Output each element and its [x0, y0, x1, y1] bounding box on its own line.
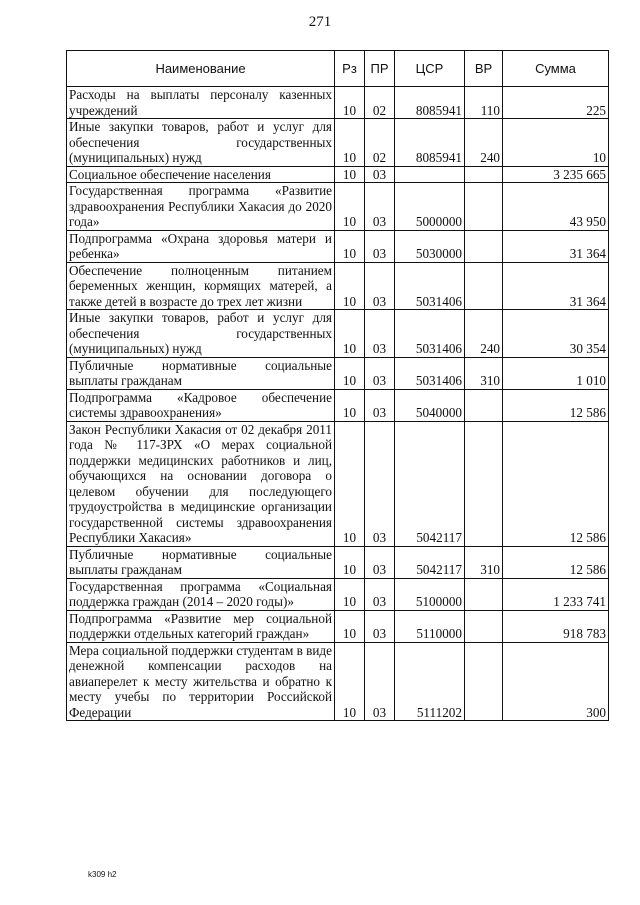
- row-sum: 1 233 741: [503, 578, 609, 610]
- page-number: 271: [308, 14, 332, 30]
- row-vr: 310: [465, 357, 503, 389]
- row-sum: 12 586: [503, 389, 609, 421]
- row-name: Публичные нормативные социальные выплаты гражданам: [67, 357, 335, 389]
- table-row: [67, 546, 609, 578]
- row-pr: 03: [365, 578, 395, 610]
- row-name: Подпрограмма «Кадровое обеспечение системы здравоохранения»: [67, 389, 335, 421]
- row-pr: 03: [365, 389, 395, 421]
- row-name: Закон Республики Хакасия от 02 декабря 2011 года № 117-ЗРХ «О мерах социальной поддержки медицинских работников и лиц, обучающихся на основании договора о целевом обучении для последующего трудоустройства в медицинские организации государственной системы здравоохранения Республики Хакасия»: [67, 421, 335, 546]
- footer-code: k309 h2: [88, 870, 117, 879]
- table-row: [67, 357, 609, 389]
- row-csr: 5111202: [395, 642, 465, 721]
- row-csr: 5040000: [395, 389, 465, 421]
- row-vr: [465, 642, 503, 721]
- table-row: [67, 183, 609, 231]
- table-row: [67, 166, 609, 183]
- table-row: [67, 421, 609, 546]
- header-pr: ПР: [365, 51, 395, 87]
- row-rz: 10: [335, 546, 365, 578]
- header-sum: Сумма: [503, 51, 609, 87]
- row-rz: 10: [335, 262, 365, 310]
- row-csr: 5110000: [395, 610, 465, 642]
- row-csr: [395, 166, 465, 183]
- row-sum: 300: [503, 642, 609, 721]
- row-rz: 10: [335, 642, 365, 721]
- table-row: [67, 610, 609, 642]
- row-pr: 03: [365, 357, 395, 389]
- row-vr: 110: [465, 87, 503, 119]
- row-sum: 31 364: [503, 230, 609, 262]
- row-vr: [465, 389, 503, 421]
- row-name: Подпрограмма «Охрана здоровья матери и ребенка»: [67, 230, 335, 262]
- table-row: [67, 262, 609, 310]
- row-sum: 12 586: [503, 546, 609, 578]
- row-vr: [465, 230, 503, 262]
- row-pr: 02: [365, 119, 395, 167]
- row-name: Государственная программа «Развитие здравоохранения Республики Хакасия до 2020 года»: [67, 183, 335, 231]
- row-rz: 10: [335, 183, 365, 231]
- row-pr: 03: [365, 230, 395, 262]
- row-rz: 10: [335, 230, 365, 262]
- row-pr: 03: [365, 262, 395, 310]
- row-vr: [465, 166, 503, 183]
- row-pr: 03: [365, 546, 395, 578]
- row-rz: 10: [335, 389, 365, 421]
- row-csr: 5000000: [395, 183, 465, 231]
- header-csr: ЦСР: [395, 51, 465, 87]
- row-pr: 03: [365, 610, 395, 642]
- table-row: [67, 87, 609, 119]
- row-sum: 30 354: [503, 310, 609, 358]
- row-name: Иные закупки товаров, работ и услуг для обеспечения государственных (муниципальных) нужд: [67, 119, 335, 167]
- row-pr: 03: [365, 642, 395, 721]
- row-pr: 03: [365, 310, 395, 358]
- row-pr: 03: [365, 166, 395, 183]
- row-csr: 8085941: [395, 119, 465, 167]
- row-name: Государственная программа «Социальная поддержка граждан (2014 – 2020 годы)»: [67, 578, 335, 610]
- row-pr: 03: [365, 183, 395, 231]
- row-vr: [465, 578, 503, 610]
- row-vr: 240: [465, 119, 503, 167]
- table-header-row: [67, 51, 609, 87]
- row-csr: 5031406: [395, 310, 465, 358]
- row-sum: 43 950: [503, 183, 609, 231]
- row-rz: 10: [335, 610, 365, 642]
- row-name: Мера социальной поддержки студентам в виде денежной компенсации расходов на авиаперелет к месту жительства и обратно к месту учебы по территории Российской Федерации: [67, 642, 335, 721]
- row-rz: 10: [335, 421, 365, 546]
- row-sum: 918 783: [503, 610, 609, 642]
- row-csr: 5031406: [395, 357, 465, 389]
- row-vr: 310: [465, 546, 503, 578]
- row-sum: 10: [503, 119, 609, 167]
- table-row: [67, 578, 609, 610]
- row-csr: 5031406: [395, 262, 465, 310]
- row-csr: 5042117: [395, 421, 465, 546]
- table-row: [67, 389, 609, 421]
- row-csr: 5030000: [395, 230, 465, 262]
- header-rz: Рз: [335, 51, 365, 87]
- table-row: [67, 310, 609, 358]
- row-sum: 225: [503, 87, 609, 119]
- row-rz: 10: [335, 578, 365, 610]
- row-sum: 1 010: [503, 357, 609, 389]
- row-vr: [465, 421, 503, 546]
- table-row: [67, 230, 609, 262]
- row-vr: [465, 262, 503, 310]
- row-name: Расходы на выплаты персоналу казенных учреждений: [67, 87, 335, 119]
- budget-table: [66, 50, 609, 721]
- row-sum: 3 235 665: [503, 166, 609, 183]
- row-rz: 10: [335, 310, 365, 358]
- row-sum: 12 586: [503, 421, 609, 546]
- row-csr: 8085941: [395, 87, 465, 119]
- row-csr: 5100000: [395, 578, 465, 610]
- table-row: [67, 642, 609, 721]
- table-row: [67, 119, 609, 167]
- row-vr: [465, 610, 503, 642]
- row-rz: 10: [335, 119, 365, 167]
- row-csr: 5042117: [395, 546, 465, 578]
- row-name: Публичные нормативные социальные выплаты гражданам: [67, 546, 335, 578]
- row-vr: [465, 183, 503, 231]
- row-pr: 02: [365, 87, 395, 119]
- header-vr: ВР: [465, 51, 503, 87]
- row-name: Иные закупки товаров, работ и услуг для обеспечения государственных (муниципальных) нужд: [67, 310, 335, 358]
- row-sum: 31 364: [503, 262, 609, 310]
- header-name: Наименование: [67, 51, 335, 87]
- row-name: Подпрограмма «Развитие мер социальной поддержки отдельных категорий граждан»: [67, 610, 335, 642]
- row-pr: 03: [365, 421, 395, 546]
- row-rz: 10: [335, 166, 365, 183]
- row-vr: 240: [465, 310, 503, 358]
- row-rz: 10: [335, 357, 365, 389]
- row-name: Обеспечение полноценным питанием беременных женщин, кормящих матерей, а также детей в возрасте до трех лет жизни: [67, 262, 335, 310]
- row-name: Социальное обеспечение населения: [67, 166, 335, 183]
- row-rz: 10: [335, 87, 365, 119]
